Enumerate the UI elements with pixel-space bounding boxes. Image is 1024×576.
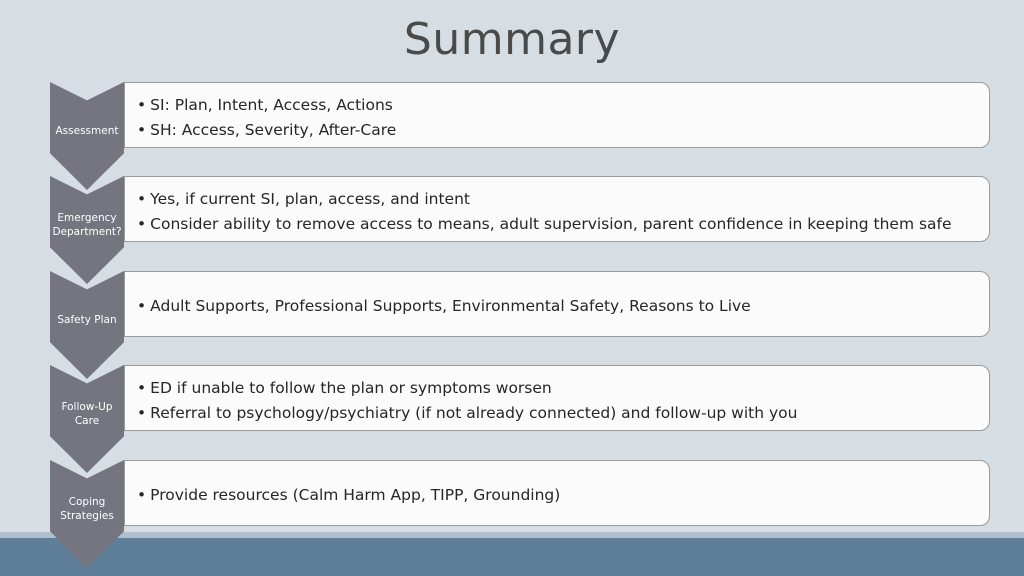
bullet-item	[137, 187, 977, 212]
step-details	[124, 82, 990, 148]
step-label: Emergency Department?	[52, 212, 122, 238]
bullet-text: ED if unable to follow the plan or symptoms worsen	[150, 379, 552, 397]
bullet-dot: •	[137, 297, 147, 315]
step-follow-up-care	[0, 365, 1024, 455]
page-title: Summary	[403, 14, 621, 65]
step-label: Assessment	[55, 125, 119, 137]
bullet-text: Adult Supports, Professional Supports, Environmental Safety, Reasons to Live	[150, 297, 751, 315]
bullet-dot: •	[137, 190, 147, 208]
step-assessment	[0, 82, 1024, 172]
bullet-item	[137, 294, 977, 319]
bullet-item	[137, 376, 977, 401]
bullet-dot: •	[137, 215, 147, 233]
bullet-item	[137, 483, 977, 508]
bullet-text: Provide resources (Calm Harm App, TIPP, Grounding)	[150, 486, 561, 504]
step-label: Safety Plan	[57, 314, 117, 326]
bullet-item	[137, 401, 977, 426]
bullet-item	[137, 118, 977, 143]
step-safety-plan	[0, 271, 1024, 361]
bullet-text: SH: Access, Severity, After-Care	[150, 121, 397, 139]
step-emergency-department	[0, 176, 1024, 266]
bullet-text: Referral to psychology/psychiatry (if not already connected) and follow-up with you	[150, 404, 798, 422]
step-label: Coping Strategies	[60, 496, 114, 522]
bullet-text: SI: Plan, Intent, Access, Actions	[150, 96, 393, 114]
bullet-item	[137, 212, 977, 237]
bullet-dot: •	[137, 96, 147, 114]
bullet-item	[137, 93, 977, 118]
bullet-text: Consider ability to remove access to means, adult supervision, parent confidence in keeping them safe	[150, 215, 952, 233]
bullet-dot: •	[137, 121, 147, 139]
step-details	[124, 176, 990, 242]
step-coping-strategies	[0, 460, 1024, 550]
step-label: Follow-Up Care	[61, 401, 113, 427]
step-details	[124, 271, 990, 337]
step-details	[124, 365, 990, 431]
bullet-dot: •	[137, 404, 147, 422]
step-details	[124, 460, 990, 526]
bullet-text: Yes, if current SI, plan, access, and intent	[150, 190, 470, 208]
bullet-dot: •	[137, 379, 147, 397]
bullet-dot: •	[137, 486, 147, 504]
